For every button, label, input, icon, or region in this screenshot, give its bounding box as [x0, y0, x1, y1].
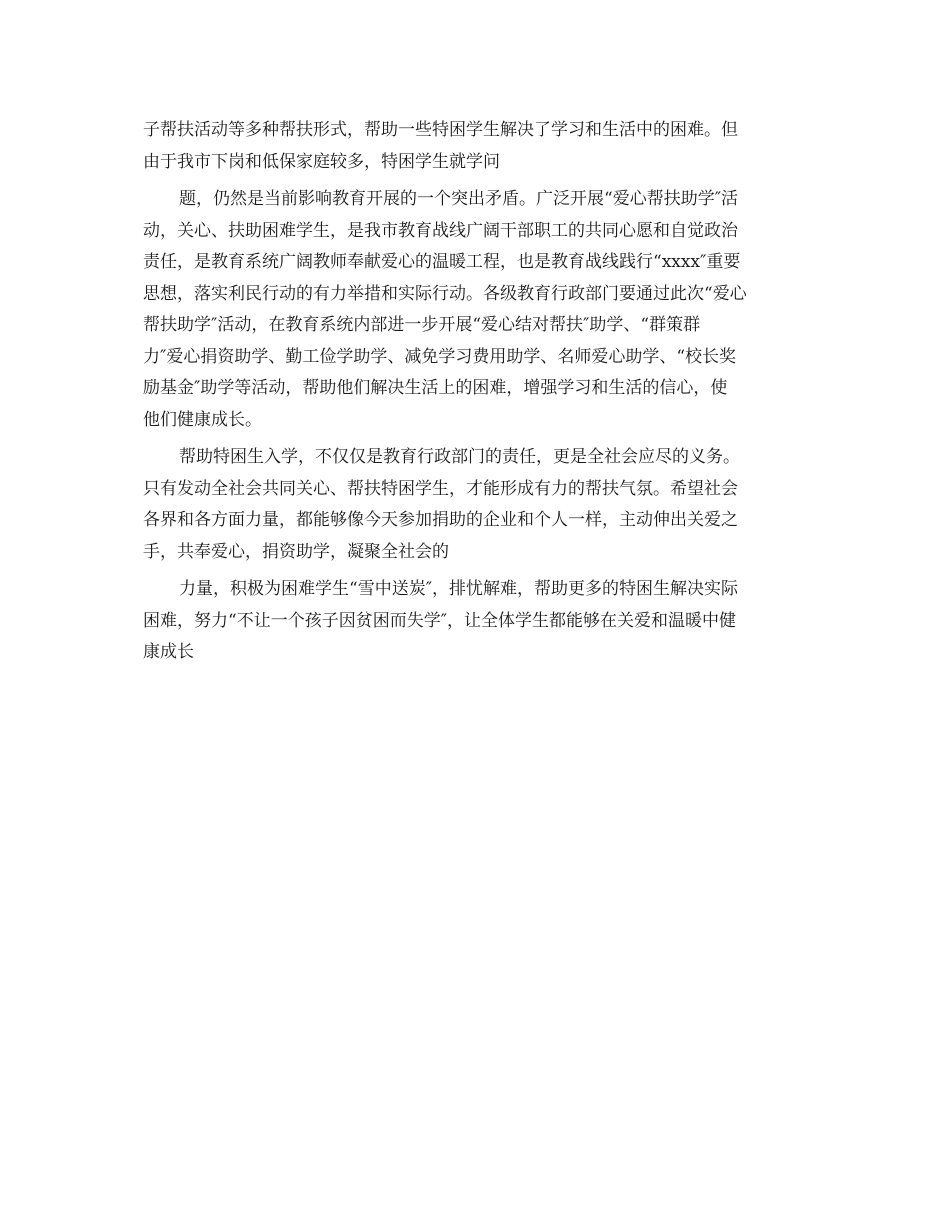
paragraph-line: 子帮扶活动等多种帮扶形式，帮助一些特困学生解决了学习和生活中的困难。但 [143, 120, 738, 140]
paragraph-line: 励基金″助学等活动，帮助他们解决生活上的困难，增强学习和生活的信心，使 [143, 378, 728, 398]
paragraph-line: 思想，落实利民行动的有力举措和实际行动。各级教育行政部门要通过此次“爱心 [143, 283, 747, 304]
paragraph-line: 力量，积极为困难学生“雪中送炭″，排忧解难，帮助更多的特困生解决实际 [179, 579, 739, 599]
paragraph-line: 帮助特困生入学，不仅仅是教育行政部门的责任，更是全社会应尽的义务。 [179, 447, 740, 467]
paragraph-line: 力″爱心捐资助学、勤工俭学助学、减免学习费用助学、名师爱心助学、“校长奖 [143, 346, 737, 367]
paragraph-line: 各界和各方面力量，都能够像今天参加捐助的企业和个人一样，主动伸出关爱之 [143, 510, 738, 530]
paragraph-line: 手，共奉爱心，捐资助学，凝聚全社会的 [143, 541, 449, 562]
paragraph-line: 由于我市下岗和低保家庭较多，特困学生就学问 [143, 151, 500, 172]
paragraph-2 [143, 184, 808, 436]
paragraph-1 [143, 115, 808, 178]
paragraph-line: 困难，努力“不让一个孩子因贫困而失学″，让全体学生都能够在关爱和温暖中健 [143, 610, 737, 631]
paragraph-line: 题，仍然是当前影响教育开展的一个突出矛盾。广泛开展“爱心帮扶助学″活 [179, 189, 739, 209]
paragraph-line: 康成长 [143, 642, 194, 662]
paragraph-4 [143, 574, 808, 669]
paragraph-line: 帮扶助学″活动，在教育系统内部进一步开展“爱心结对帮扶″助学、“群策群 [143, 315, 701, 335]
paragraph-line: 他们健康成长。 [143, 409, 262, 430]
paragraph-line: 只有发动全社会共同关心、帮扶特困学生，才能形成有力的帮扶气氛。希望社会 [143, 478, 738, 499]
paragraph-3 [143, 442, 808, 568]
document-body [143, 115, 808, 669]
paragraph-line: 动，关心、扶助困难学生，是我市教育战线广阔干部职工的共同心愿和自觉政治 [143, 220, 738, 241]
paragraph-line: 责任，是教育系统广阔教师奉献爱心的温暖工程，也是教育战线践行“xxxx″重要 [143, 252, 741, 272]
